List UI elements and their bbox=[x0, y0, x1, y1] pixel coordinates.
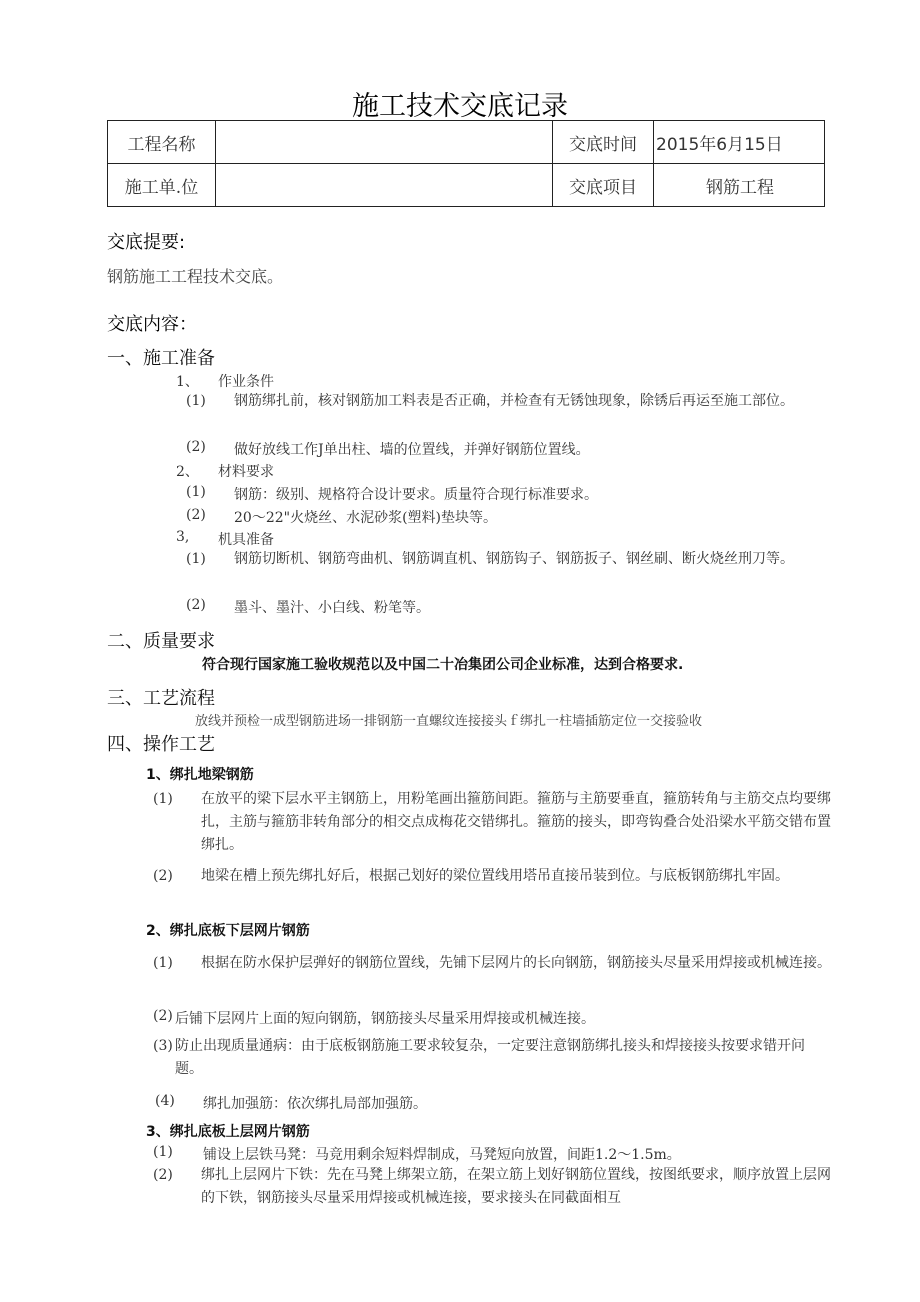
sub2-item2-text: 20〜22"火烧丝、水泥砂浆(塑料)垫块等。 bbox=[234, 510, 497, 526]
sub2-item1-num: (1) bbox=[186, 484, 206, 500]
part4-heading: 四、操作工艺 bbox=[107, 734, 215, 755]
sub1-item2-num: (2) bbox=[186, 439, 206, 455]
part1-heading: 一、施工准备 bbox=[107, 348, 215, 369]
s2-item1-text: 根据在防水保护层弹好的钢筋位置线，先铺下层网片的长向钢筋，钢筋接头尽量采用焊接或机械连接。 bbox=[201, 955, 831, 971]
sub2-item2-num: (2) bbox=[186, 507, 206, 523]
time-value: 2015年6月15日 bbox=[654, 121, 825, 164]
content-heading: 交底内容： bbox=[107, 314, 197, 335]
part2-heading: 二、质量要求 bbox=[107, 631, 215, 652]
sub2-title: 材料要求 bbox=[218, 464, 274, 480]
s2-item4-text: 绑扎加强筋：依次绑扎局部加强筋。 bbox=[203, 1096, 427, 1112]
part3-text: 放线并预检一成型钢筋进场一排钢筋一直螺纹连接接头ｆ绑扎一柱墙插筋定位一交接验收 bbox=[195, 714, 703, 729]
sub3-num: 3, bbox=[176, 529, 190, 545]
sub1-item2-text: 做好放线工作J单出柱、墙的位置线，并弹好钢筋位置线。 bbox=[234, 442, 590, 458]
s3-item2-num: (2) bbox=[153, 1167, 173, 1183]
item-label: 交底项目 bbox=[553, 164, 654, 207]
s2-item3-num: (3) bbox=[153, 1038, 173, 1054]
sub1-num: 1、 bbox=[176, 374, 199, 390]
unit-label: 施工单.位 bbox=[108, 164, 216, 207]
info-table bbox=[107, 120, 825, 207]
part2-text: 符合现行国家施工验收规范以及中国二十冶集团公司企业标准，达到合格要求. bbox=[202, 657, 684, 673]
sub3-item1-num: (1) bbox=[186, 551, 206, 567]
summary-heading: 交底提要: bbox=[107, 232, 186, 253]
s2-item2-text: 后铺下层网片上面的短向钢筋，钢筋接头尽量采用焊接或机械连接。 bbox=[175, 1011, 595, 1027]
s1-item2-text: 地梁在槽上预先绑扎好后，根据己划好的梁位置线用塔吊直接吊装到位。与底板钢筋绑扎牢固。 bbox=[201, 868, 789, 884]
sub1-item1-num: (1) bbox=[186, 393, 206, 409]
sub3-title: 机具准备 bbox=[218, 532, 274, 548]
s3-item2-text: 绑扎上层网片下铁：先在马凳上绑架立筋，在架立筋上划好钢筋位置线，按图纸要求，顺序放置上层网的下铁，钢筋接头尽量采用焊接或机械连接，要求接头在同截面相互 bbox=[201, 1167, 831, 1206]
table-row bbox=[108, 121, 825, 164]
s3-item1-text: 铺设上层铁马凳：马竞用剩余短料焊制成，马凳短向放置，间距1.2〜1.5m。 bbox=[203, 1147, 681, 1163]
project-name-label: 工程名称 bbox=[108, 121, 216, 164]
s2-item4-num: (4) bbox=[155, 1093, 175, 1109]
s1-item1-num: (1) bbox=[153, 791, 173, 807]
s2-title: 2、绑扎底板下层网片钢筋 bbox=[146, 923, 310, 939]
table-row bbox=[108, 164, 825, 207]
part3-heading: 三、工艺流程 bbox=[107, 688, 215, 709]
sub3-item2-text: 墨斗、墨汁、小白线、粉笔等。 bbox=[234, 600, 430, 616]
sub1-item1-text: 钢筋绑扎前，核对钢筋加工料表是否正确，并检查有无锈蚀现象，除锈后再运至施工部位。 bbox=[234, 393, 794, 409]
s3-item1-num: (1) bbox=[153, 1144, 173, 1160]
sub1-title: 作业条件 bbox=[218, 374, 274, 390]
time-label: 交底时间 bbox=[553, 121, 654, 164]
s2-item2-num: (2) bbox=[153, 1008, 173, 1024]
item-value: 钢筋工程 bbox=[654, 164, 825, 207]
summary-text: 钢筋施工工程技术交底。 bbox=[107, 267, 284, 286]
sub3-item2-num: (2) bbox=[186, 597, 206, 613]
sub2-num: 2、 bbox=[176, 464, 199, 480]
s1-title: 1、绑扎地梁钢筋 bbox=[146, 767, 254, 783]
s2-item3-text: 防止出现质量通病：由于底板钢筋施工要求较复杂，一定要注意钢筋绑扎接头和焊接接头按要求错开问题。 bbox=[175, 1038, 805, 1077]
unit-value bbox=[216, 164, 553, 207]
sub2-item1-text: 钢筋：级别、规格符合设计要求。质量符合现行标准要求。 bbox=[234, 487, 598, 503]
s2-item1-num: (1) bbox=[153, 955, 173, 971]
s3-title: 3、绑扎底板上层网片钢筋 bbox=[146, 1124, 310, 1140]
s1-item1-text: 在放平的梁下层水平主钢筋上，用粉笔画出箍筋间距。箍筋与主筋要垂直，箍筋转角与主筋交点均要绑扎，主筋与箍筋非转角部分的相交点成梅花交错绑扎。箍筋的接头，即弯钩叠合处沿梁水平筋交错布置绑扎。 bbox=[201, 791, 831, 853]
page-title: 施工技术交底记录 bbox=[352, 91, 568, 122]
s1-item2-num: (2) bbox=[153, 868, 173, 884]
project-name-value bbox=[216, 121, 553, 164]
sub3-item1-text: 钢筋切断机、钢筋弯曲机、钢筋调直机、钢筋钩子、钢筋扳子、钢丝刷、断火烧丝刑刀等。 bbox=[234, 551, 794, 567]
